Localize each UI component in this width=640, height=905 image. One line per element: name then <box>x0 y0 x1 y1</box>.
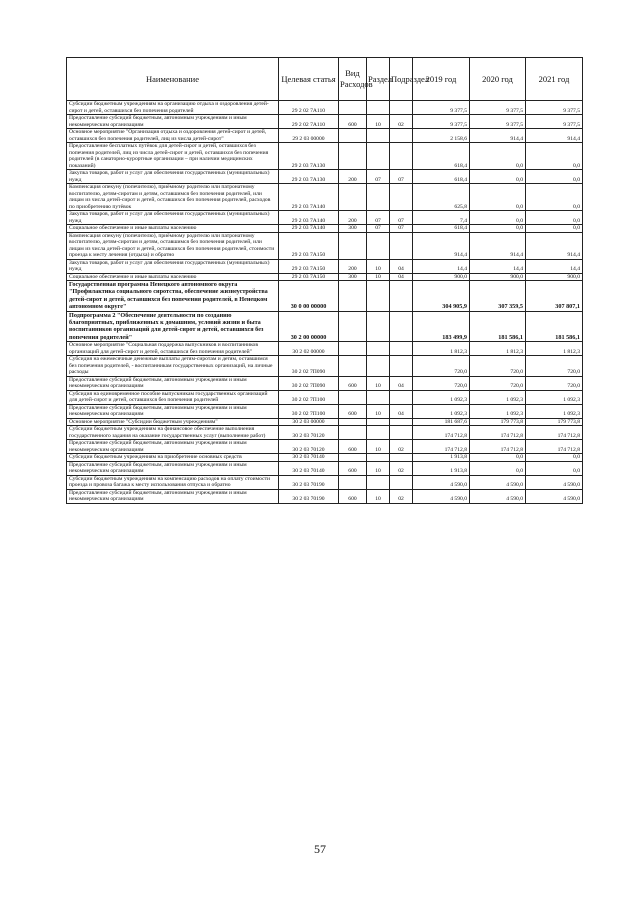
cell-subsection <box>390 426 413 440</box>
table-row <box>67 101 583 115</box>
cell-expense-type <box>339 232 367 259</box>
cell-target-article: 29 2 03 7А130 <box>279 143 339 170</box>
cell-section <box>367 426 390 440</box>
cell-subsection: 04 <box>390 273 413 281</box>
cell-subsection <box>390 184 413 211</box>
table-row <box>67 184 583 211</box>
cell-target-article: 29 2 03 7А140 <box>279 211 339 225</box>
cell-name: Компенсация опекуну (попечителю), приёмному родителю или патронатному воспитателю, детям-сиротам и детям, оставшимся без попечения родителей, или лицам из числа детей-сирот и детей, оставшихся без попечения родителей, стоимости проезда к месту лечения (отдыха) и обратно <box>67 232 279 259</box>
table-row <box>67 461 583 475</box>
table-row <box>67 232 583 259</box>
table-row <box>67 454 583 462</box>
cell-target-article: 29 2 03 7А130 <box>279 170 339 184</box>
cell-name: Предоставление субсидий бюджетным, автономным учреждениям и иным некоммерческим организациям <box>67 440 279 454</box>
table-header-row <box>67 58 583 101</box>
cell-expense-type: 600 <box>339 404 367 418</box>
cell-subsection: 07 <box>390 170 413 184</box>
table-row <box>67 129 583 143</box>
cell-expense-type: 200 <box>339 211 367 225</box>
cell-section: 10 <box>367 259 390 273</box>
cell-name: Предоставление субсидий бюджетным, автономным учреждениям и иным некоммерческим организациям <box>67 461 279 475</box>
cell-expense-type <box>339 143 367 170</box>
cell-2021: 181 586,1 <box>526 311 583 342</box>
table-row <box>67 281 583 312</box>
cell-name: Предоставление бесплатных путёвок для детей-сирот и детей, оставшихся без попечения родителей, лиц из числа детей-сирот и детей, оставшихся без попечения родителей (в санаторно-курортные организации – при наличии медицинских показаний) <box>67 143 279 170</box>
cell-2020: 179 773,8 <box>470 418 526 426</box>
cell-expense-type <box>339 418 367 426</box>
cell-2019: 618,4 <box>413 225 470 233</box>
cell-name: Предоставление субсидий бюджетным, автономным учреждениям и иным некоммерческим организациям <box>67 376 279 390</box>
cell-section: 10 <box>367 461 390 475</box>
cell-2020: 0,0 <box>470 461 526 475</box>
cell-expense-type: 300 <box>339 225 367 233</box>
cell-2021: 914,4 <box>526 129 583 143</box>
cell-2021: 4 590,0 <box>526 489 583 503</box>
cell-2020: 1 092,3 <box>470 404 526 418</box>
header-year-2020: 2020 год <box>470 58 526 101</box>
table-row <box>67 440 583 454</box>
cell-subsection <box>390 101 413 115</box>
cell-target-article: 30 2 03 70140 <box>279 454 339 462</box>
cell-2021: 0,0 <box>526 143 583 170</box>
cell-2019: 4 590,0 <box>413 489 470 503</box>
cell-subsection <box>390 356 413 377</box>
cell-2020: 1 092,3 <box>470 390 526 404</box>
cell-name: Субсидия на единовременное пособие выпускникам государственных организаций для детей-сирот и детей, оставшихся без попечения родителей <box>67 390 279 404</box>
cell-2020: 4 590,0 <box>470 489 526 503</box>
cell-2020: 9 377,5 <box>470 101 526 115</box>
cell-subsection: 04 <box>390 404 413 418</box>
cell-name: Предоставление субсидий бюджетным, автономным учреждениям и иным некоммерческим организациям <box>67 115 279 129</box>
cell-name: Субсидии бюджетным учреждениям на приобретение основных средств <box>67 454 279 462</box>
cell-2020: 720,0 <box>470 376 526 390</box>
cell-2020: 307 359,5 <box>470 281 526 312</box>
cell-section: 10 <box>367 376 390 390</box>
cell-2020: 1 812,3 <box>470 342 526 356</box>
cell-2019: 174 712,8 <box>413 426 470 440</box>
header-year-2019: 2019 год <box>413 58 470 101</box>
cell-subsection: 07 <box>390 211 413 225</box>
table-row <box>67 426 583 440</box>
cell-target-article: 30 2 02 00000 <box>279 342 339 356</box>
cell-name: Социальное обеспечение и иные выплаты населению <box>67 225 279 233</box>
cell-2020: 174 712,8 <box>470 426 526 440</box>
cell-name: Основное мероприятие "Организация отдыха и оздоровления детей-сирот и детей, оставшихся без попечения родителей, лиц из числа детей-сирот" <box>67 129 279 143</box>
cell-section: 10 <box>367 273 390 281</box>
cell-expense-type: 200 <box>339 259 367 273</box>
table-row <box>67 342 583 356</box>
cell-section: 10 <box>367 440 390 454</box>
cell-2020: 9 377,5 <box>470 115 526 129</box>
cell-expense-type: 600 <box>339 115 367 129</box>
cell-section <box>367 342 390 356</box>
cell-2021: 0,0 <box>526 454 583 462</box>
cell-2021: 914,4 <box>526 232 583 259</box>
cell-2019: 618,4 <box>413 143 470 170</box>
cell-2021: 0,0 <box>526 461 583 475</box>
cell-subsection: 04 <box>390 376 413 390</box>
page-number: 57 <box>314 842 326 856</box>
cell-2021: 720,0 <box>526 356 583 377</box>
table-body <box>67 101 583 504</box>
cell-2021: 307 807,1 <box>526 281 583 312</box>
cell-subsection: 07 <box>390 225 413 233</box>
table-row <box>67 143 583 170</box>
cell-2020: 0,0 <box>470 454 526 462</box>
cell-2019: 2 158,6 <box>413 129 470 143</box>
cell-2019: 174 712,8 <box>413 440 470 454</box>
table-row <box>67 225 583 233</box>
cell-2019: 1 913,8 <box>413 461 470 475</box>
cell-section <box>367 281 390 312</box>
cell-2020: 0,0 <box>470 170 526 184</box>
cell-2019: 625,8 <box>413 184 470 211</box>
cell-expense-type: 600 <box>339 440 367 454</box>
cell-target-article: 29 2 03 7А150 <box>279 259 339 273</box>
header-section: Раздел <box>367 58 390 101</box>
table-row <box>67 273 583 281</box>
cell-expense-type: 600 <box>339 461 367 475</box>
cell-2019: 914,4 <box>413 232 470 259</box>
cell-target-article: 30 2 02 7П100 <box>279 390 339 404</box>
cell-name: Компенсация опекуну (попечителю), приёмному родителю или патронатному воспитателю, детям-сиротам и детям, оставшимся без попечения родителей, или лицам из числа детей-сирот и детей, оставшихся без попечения родителей, расходов по приобретению путёвок <box>67 184 279 211</box>
cell-name: Субсидии бюджетным учреждениям на компенсацию расходов на оплату стоимости проезда и провоза багажа к месту использования отпуска и обратно <box>67 475 279 489</box>
cell-section <box>367 311 390 342</box>
cell-2019: 720,0 <box>413 356 470 377</box>
cell-2020: 0,0 <box>470 143 526 170</box>
cell-2019: 9 377,5 <box>413 101 470 115</box>
cell-section: 07 <box>367 225 390 233</box>
cell-subsection <box>390 454 413 462</box>
header-expense-type: Вид Расходов <box>339 58 367 101</box>
cell-2019: 618,4 <box>413 170 470 184</box>
cell-2021: 1 092,3 <box>526 404 583 418</box>
cell-subsection <box>390 342 413 356</box>
cell-section <box>367 418 390 426</box>
header-target-article: Целевая статья <box>279 58 339 101</box>
cell-name: Предоставление субсидий бюджетным, автономным учреждениям и иным некоммерческим организациям <box>67 489 279 503</box>
cell-2020: 181 586,1 <box>470 311 526 342</box>
cell-name: Субсидии бюджетным учреждениям на финансовое обеспечение выполнения государственного задания на оказание государственных услуг (выполнение работ) <box>67 426 279 440</box>
cell-subsection: 02 <box>390 461 413 475</box>
cell-expense-type <box>339 281 367 312</box>
cell-2020: 0,0 <box>470 225 526 233</box>
cell-subsection <box>390 475 413 489</box>
cell-section <box>367 101 390 115</box>
cell-section: 10 <box>367 489 390 503</box>
cell-2019: 183 499,9 <box>413 311 470 342</box>
cell-2019: 304 905,9 <box>413 281 470 312</box>
cell-target-article: 30 0 00 00000 <box>279 281 339 312</box>
cell-2019: 181 687,6 <box>413 418 470 426</box>
cell-2019: 900,0 <box>413 273 470 281</box>
cell-2019: 7,4 <box>413 211 470 225</box>
cell-section <box>367 454 390 462</box>
cell-2020: 4 590,0 <box>470 475 526 489</box>
cell-subsection <box>390 311 413 342</box>
cell-2021: 900,0 <box>526 273 583 281</box>
cell-name: Подпрограмма 2 "Обеспечение деятельности по созданию благоприятных, приближенных к домашним, условий жизни и быта воспитанников организаций для детей-сирот и детей, оставшихся без попечения родителей" <box>67 311 279 342</box>
cell-target-article: 29 2 02 7А110 <box>279 115 339 129</box>
cell-target-article: 30 2 03 70120 <box>279 426 339 440</box>
cell-2021: 4 590,0 <box>526 475 583 489</box>
cell-target-article: 30 2 03 00000 <box>279 418 339 426</box>
cell-target-article: 30 2 03 70120 <box>279 440 339 454</box>
cell-section: 07 <box>367 170 390 184</box>
cell-expense-type <box>339 454 367 462</box>
cell-expense-type <box>339 390 367 404</box>
table-row <box>67 404 583 418</box>
cell-subsection: 02 <box>390 440 413 454</box>
table-row <box>67 115 583 129</box>
cell-2019: 720,0 <box>413 376 470 390</box>
cell-section <box>367 356 390 377</box>
cell-2021: 174 712,8 <box>526 426 583 440</box>
cell-expense-type <box>339 356 367 377</box>
cell-section <box>367 390 390 404</box>
cell-2019: 1 812,3 <box>413 342 470 356</box>
cell-target-article: 30 2 03 70140 <box>279 461 339 475</box>
cell-target-article: 30 2 02 7П090 <box>279 356 339 377</box>
cell-2020: 900,0 <box>470 273 526 281</box>
table-row <box>67 376 583 390</box>
cell-name: Закупка товаров, работ и услуг для обеспечения государственных (муниципальных) нужд <box>67 211 279 225</box>
cell-expense-type <box>339 311 367 342</box>
cell-name: Закупка товаров, работ и услуг для обеспечения государственных (муниципальных) нужд <box>67 170 279 184</box>
cell-section <box>367 184 390 211</box>
cell-expense-type: 600 <box>339 376 367 390</box>
cell-2021: 9 377,5 <box>526 115 583 129</box>
cell-2020: 14,4 <box>470 259 526 273</box>
cell-2021: 1 092,3 <box>526 390 583 404</box>
cell-expense-type <box>339 101 367 115</box>
cell-target-article: 30 2 00 00000 <box>279 311 339 342</box>
cell-2021: 179 773,8 <box>526 418 583 426</box>
cell-2019: 1 913,8 <box>413 454 470 462</box>
cell-2021: 0,0 <box>526 170 583 184</box>
cell-target-article: 30 2 02 7П100 <box>279 404 339 418</box>
cell-2019: 9 377,5 <box>413 115 470 129</box>
cell-subsection: 04 <box>390 259 413 273</box>
cell-2021: 174 712,8 <box>526 440 583 454</box>
table-row <box>67 418 583 426</box>
cell-subsection: 02 <box>390 489 413 503</box>
cell-name: Основное мероприятие "Социальная поддержка выпускников и воспитанников организаций для детей-сирот и детей, оставшихся без попечения родителей" <box>67 342 279 356</box>
cell-name: Предоставление субсидий бюджетным, автономным учреждениям и иным некоммерческим организациям <box>67 404 279 418</box>
cell-2021: 0,0 <box>526 211 583 225</box>
cell-target-article: 29 2 02 7А110 <box>279 101 339 115</box>
header-name: Наименование <box>67 58 279 101</box>
cell-2020: 0,0 <box>470 184 526 211</box>
cell-2021: 9 377,5 <box>526 101 583 115</box>
cell-subsection: 02 <box>390 115 413 129</box>
cell-2021: 0,0 <box>526 184 583 211</box>
cell-expense-type <box>339 426 367 440</box>
cell-subsection <box>390 232 413 259</box>
cell-2020: 174 712,8 <box>470 440 526 454</box>
cell-subsection <box>390 281 413 312</box>
budget-table <box>66 57 583 504</box>
header-subsection: Подраздел <box>390 58 413 101</box>
cell-expense-type <box>339 342 367 356</box>
cell-subsection <box>390 418 413 426</box>
cell-target-article: 30 2 02 7П090 <box>279 376 339 390</box>
cell-2019: 1 092,3 <box>413 390 470 404</box>
cell-target-article: 29 2 03 7А150 <box>279 232 339 259</box>
header-year-2021: 2021 год <box>526 58 583 101</box>
cell-2021: 720,0 <box>526 376 583 390</box>
cell-subsection <box>390 129 413 143</box>
table-row <box>67 356 583 377</box>
table-row <box>67 311 583 342</box>
cell-subsection <box>390 143 413 170</box>
table-row <box>67 211 583 225</box>
cell-target-article: 30 2 03 70190 <box>279 475 339 489</box>
cell-section: 10 <box>367 115 390 129</box>
cell-expense-type <box>339 475 367 489</box>
cell-expense-type: 600 <box>339 489 367 503</box>
cell-expense-type: 200 <box>339 170 367 184</box>
cell-name: Государственная программа Ненецкого автономного округа "Профилактика социального сиротства, обеспечение жизнеустройства детей-сирот и детей, оставшихся без попечения родителей, в Ненецком автономном округе" <box>67 281 279 312</box>
cell-section <box>367 475 390 489</box>
cell-name: Субсидии бюджетным учреждениям на организацию отдыха и оздоровления детей-сирот и детей, оставшихся без попечения родителей <box>67 101 279 115</box>
cell-2019: 1 092,3 <box>413 404 470 418</box>
cell-2020: 720,0 <box>470 356 526 377</box>
table-row <box>67 489 583 503</box>
cell-2019: 4 590,0 <box>413 475 470 489</box>
cell-name: Основное мероприятие "Субсидии бюджетным учреждениям" <box>67 418 279 426</box>
cell-2020: 914,4 <box>470 232 526 259</box>
table-row <box>67 475 583 489</box>
cell-name: Субсидия на ежемесячные денежные выплаты детям-сиротам и детям, оставшимся без попечения родителей, - воспитанникам государственных организаций, на личные расходы <box>67 356 279 377</box>
cell-2020: 914,4 <box>470 129 526 143</box>
cell-target-article: 29 2 03 00000 <box>279 129 339 143</box>
cell-2021: 14,4 <box>526 259 583 273</box>
cell-name: Закупка товаров, работ и услуг для обеспечения государственных (муниципальных) нужд <box>67 259 279 273</box>
cell-section <box>367 129 390 143</box>
table-row <box>67 259 583 273</box>
cell-section <box>367 232 390 259</box>
cell-2021: 1 812,3 <box>526 342 583 356</box>
cell-target-article: 29 2 03 7А150 <box>279 273 339 281</box>
table-row <box>67 170 583 184</box>
table-row <box>67 390 583 404</box>
cell-section: 07 <box>367 211 390 225</box>
cell-target-article: 29 2 03 7А140 <box>279 184 339 211</box>
cell-expense-type: 300 <box>339 273 367 281</box>
cell-name: Социальное обеспечение и иные выплаты населению <box>67 273 279 281</box>
cell-subsection <box>390 390 413 404</box>
cell-target-article: 30 2 03 70190 <box>279 489 339 503</box>
cell-section: 10 <box>367 404 390 418</box>
cell-expense-type <box>339 184 367 211</box>
cell-target-article: 29 2 03 7А140 <box>279 225 339 233</box>
cell-expense-type <box>339 129 367 143</box>
cell-2019: 14,4 <box>413 259 470 273</box>
cell-2021: 0,0 <box>526 225 583 233</box>
cell-section <box>367 143 390 170</box>
cell-2020: 0,0 <box>470 211 526 225</box>
